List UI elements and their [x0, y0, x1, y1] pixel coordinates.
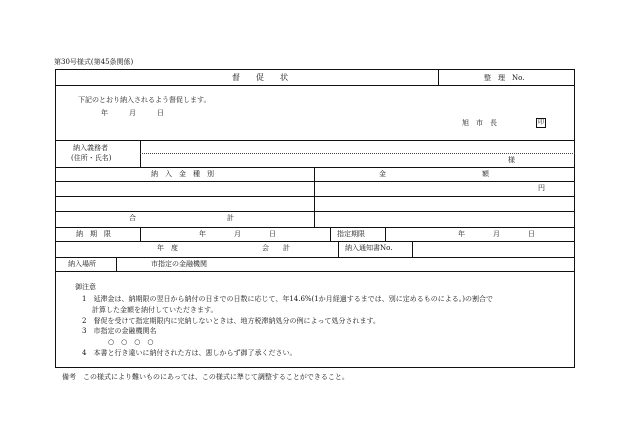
note-3: 3 市指定の金融機関名 [82, 327, 157, 335]
form-title: 督 促 状 [232, 73, 288, 82]
rule [140, 227, 141, 241]
place-value: 市指定の金融機関 [151, 260, 207, 268]
notes-heading: 御注意 [75, 283, 96, 291]
kaikei-label: 会 計 [262, 244, 290, 252]
form-number: 第30号様式(第45条関係) [54, 58, 134, 66]
rule [116, 257, 117, 271]
rule [55, 196, 575, 197]
payer-sub-label: (住所・氏名) [71, 154, 112, 162]
remarks: 備考 この様式により難いものにあっては、この様式に準じて調整することができること。 [62, 373, 349, 381]
total-label: 合 計 [129, 214, 234, 222]
yen-unit: 円 [538, 184, 545, 192]
mayor-label: 旭 市 長 [462, 119, 497, 127]
rule [55, 241, 575, 242]
rule [55, 257, 575, 258]
rule [385, 227, 386, 241]
intro-text: 下記のとおり納入されるよう督促します。 [78, 96, 211, 104]
note-1a: 1 延滞金は、納期限の翌日から納付の日までの日数に応じて、年14.6%(1か月経過するまでは、別に定めるものによる。)の割合で [82, 295, 493, 303]
rule [55, 167, 575, 168]
rule [55, 271, 575, 272]
rule [55, 211, 575, 212]
rule [55, 181, 575, 182]
notice-no-label: 納入通知書No. [345, 244, 393, 252]
issue-date: 年 月 日 [101, 109, 164, 117]
fiscal-year-label: 年 度 [157, 244, 178, 252]
rule [55, 140, 575, 141]
amount-header-2: 額 [482, 170, 489, 178]
deadline-label: 納 期 限 [76, 230, 111, 238]
note-2: 2 督促を受けて指定期限内に完納しないときは、地方税滞納処分の例によって処分されます。 [82, 317, 380, 325]
type-header: 納 入 金 種 別 [151, 170, 214, 178]
title-divider [438, 69, 439, 85]
place-label: 納入場所 [68, 260, 96, 268]
seiri-label: 整 理 No. [484, 74, 525, 82]
rule [412, 241, 413, 257]
designated-date: 年 月 日 [458, 230, 535, 238]
amount-header-1: 金 [379, 170, 386, 178]
seal-mark: 印 [537, 119, 544, 126]
rule [314, 167, 315, 227]
honorific: 様 [508, 156, 515, 164]
rule [55, 227, 575, 228]
payer-label: 納入義務者 [73, 144, 108, 152]
rule [55, 85, 575, 86]
designated-label: 指定期限 [337, 230, 365, 238]
deadline-date: 年 月 日 [199, 230, 276, 238]
payer-dotted-line [140, 153, 575, 154]
note-3-circles: ○ ○ ○ ○ [108, 338, 154, 346]
rule [330, 227, 331, 241]
note-1b: 計算した金額を納付していただきます。 [92, 306, 218, 314]
rule [338, 241, 339, 257]
note-4: 4 本書と行き違いに納付された方は、悪しからず御了承ください。 [82, 349, 297, 357]
